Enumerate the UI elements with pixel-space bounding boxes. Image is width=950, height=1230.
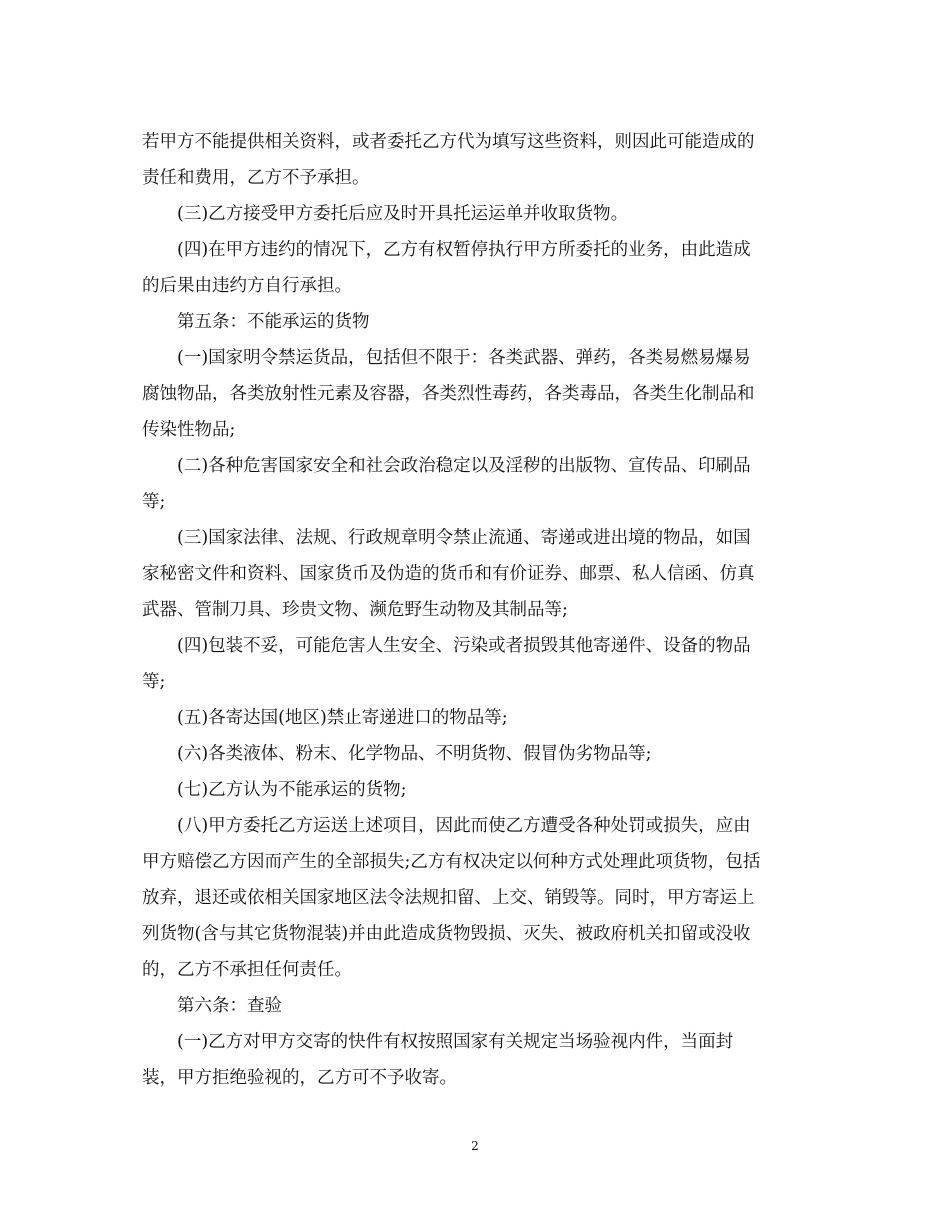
- text-line: 放弃，退还或依相关国家地区法令法规扣留、上交、销毁等。同时，甲方寄运上: [142, 888, 755, 908]
- text-line: 装，甲方拒绝验视的，乙方可不予收寄。: [142, 1068, 457, 1088]
- text-line: 甲方赔偿乙方因而产生的全部损失;乙方有权决定以何种方式处理此项货物，包括: [142, 852, 761, 872]
- page-number: 2: [471, 1139, 479, 1153]
- text-line: (三)乙方接受甲方委托后应及时开具托运运单并收取货物。: [177, 204, 629, 224]
- text-line: 等;: [142, 672, 166, 692]
- text-line: 腐蚀物品，各类放射性元素及容器，各类烈性毒药，各类毒品，各类生化制品和: [142, 384, 755, 404]
- text-line: 家秘密文件和资料、国家货币及伪造的货币和有价证券、邮票、私人信函、仿真: [142, 564, 755, 584]
- text-line: 第五条：不能承运的货物: [177, 312, 370, 332]
- text-line: (六)各类液体、粉末、化学物品、不明货物、假冒伪劣物品等;: [177, 744, 652, 764]
- text-line: (一)乙方对甲方交寄的快件有权按照国家有关规定当场验视内件，当面封: [177, 1032, 734, 1052]
- text-line: 的，乙方不承担任何责任。: [142, 960, 352, 980]
- text-line: 传染性物品;: [142, 420, 236, 440]
- document-body: [142, 124, 806, 1096]
- text-line: 第六条：查验: [177, 996, 282, 1016]
- text-line: 列货物(含与其它货物混装)并由此造成货物毁损、灭失、被政府机关扣留或没收: [142, 924, 751, 944]
- text-line: 等;: [142, 492, 166, 512]
- text-line: (五)各寄达国(地区)禁止寄递进口的物品等;: [177, 708, 508, 728]
- text-line: (四)包装不妥，可能危害人生安全、污染或者损毁其他寄递件、设备的物品: [177, 636, 751, 656]
- text-line: (四)在甲方违约的情况下，乙方有权暂停执行甲方所委托的业务，由此造成: [177, 240, 751, 260]
- text-line: (一)国家明令禁运货品，包括但不限于：各类武器、弹药，各类易燃易爆易: [177, 348, 751, 368]
- text-line: 责任和费用，乙方不予承担。: [142, 168, 370, 188]
- text-line: (二)各种危害国家安全和社会政治稳定以及淫秽的出版物、宣传品、印刷品: [177, 456, 751, 476]
- text-line: 武器、管制刀具、珍贵文物、濒危野生动物及其制品等;: [142, 600, 568, 620]
- text-line: 若甲方不能提供相关资料，或者委托乙方代为填写这些资料，则因此可能造成的: [142, 132, 755, 152]
- text-line: (八)甲方委托乙方运送上述项目，因此而使乙方遭受各种处罚或损失，应由: [177, 816, 751, 836]
- text-line: (三)国家法律、法规、行政规章明令禁止流通、寄递或进出境的物品，如国: [177, 528, 751, 548]
- text-line: (七)乙方认为不能承运的货物;: [177, 780, 407, 800]
- text-line: 的后果由违约方自行承担。: [142, 276, 352, 296]
